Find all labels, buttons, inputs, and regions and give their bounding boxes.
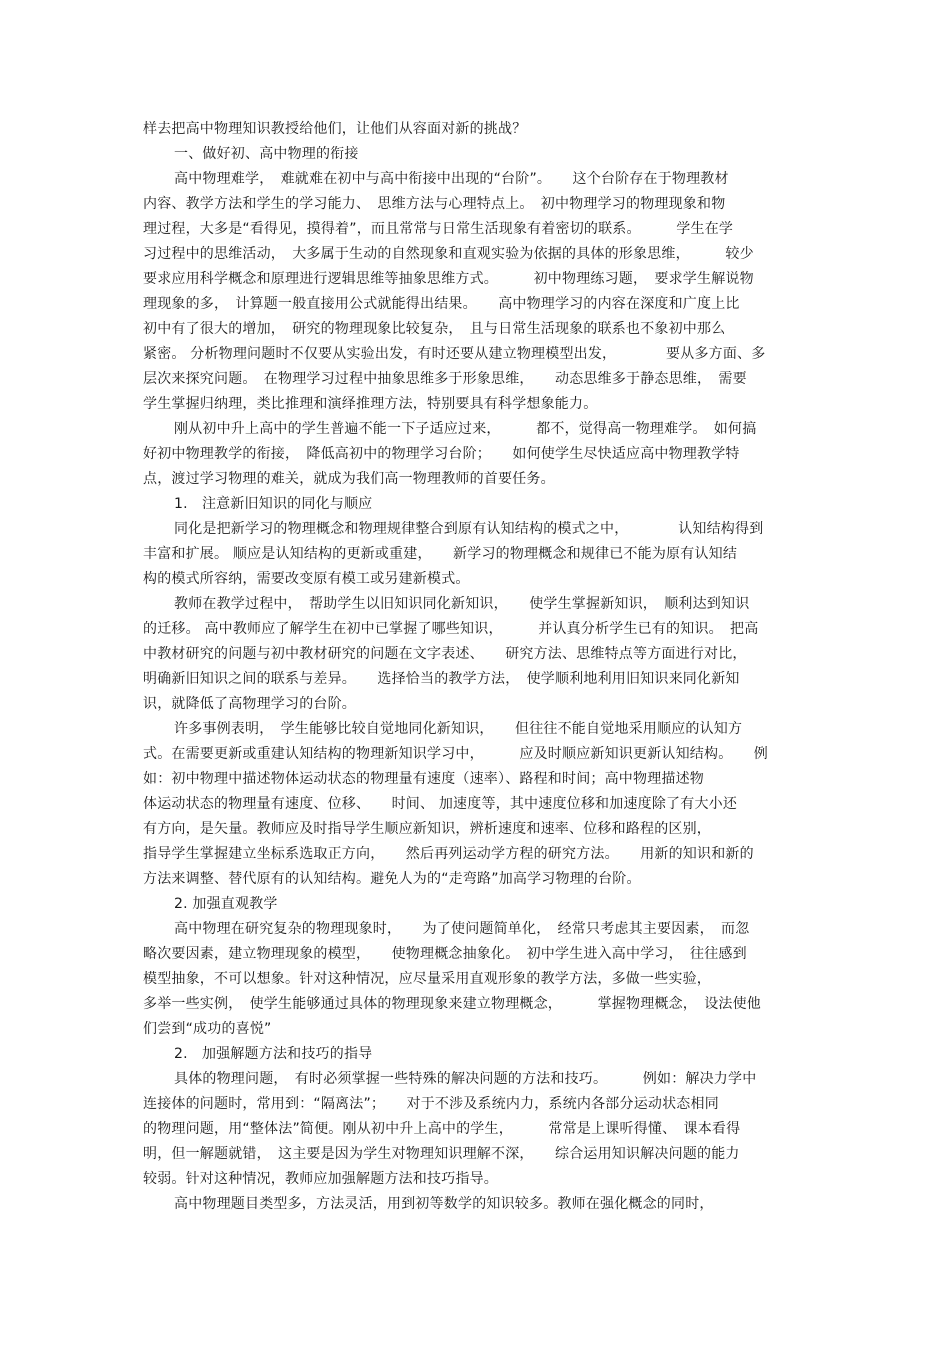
text-line: 样去把高中物理知识教授给他们，让他们从容面对新的挑战？ [143,121,527,137]
text-line: 的物理问题，用“整体法”简便。刚从初中升上高中的学生， 常常是上课听得懂、 课本看得 [143,1121,741,1137]
section-heading: 2. 加强解题方法和技巧的指导 [174,1046,373,1062]
text-line: 如：初中物理中描述物体运动状态的物理量有速度（速率）、路程和时间；高中物理描述物 [143,771,704,787]
text-line: 明，但一解题就错， 这主要是因为学生对物理知识理解不深， 综合运用知识解决问题的能力 [143,1146,740,1162]
text-line: 识，就降低了高物理学习的台阶。 [143,696,356,712]
text-line: 方法来调整、替代原有的认知结构。避免人为的“走弯路”加高学习物理的台阶。 [143,871,641,887]
text-line: 多举一些实例， 使学生能够通过具体的物理现象来建立物理概念， 掌握物理概念， 设法使他 [143,996,761,1012]
text-line: 内容、教学方法和学生的学习能力、 思维方法与心理特点上。 初中物理学习的物理现象和物 [143,196,726,212]
paragraph-line: 高中物理题目类型多，方法灵活，用到初等数学的知识较多。教师在强化概念的同时， [174,1196,714,1212]
paragraph-line: 许多事例表明， 学生能够比较自觉地同化新知识， 但往往不能自觉地采用顺应的认知方 [174,721,743,737]
text-line: 连接体的问题时，常用到：“隔离法”； 对于不涉及系统内力，系统内各部分运动状态相同 [143,1096,719,1112]
section-heading: 1. 注意新旧知识的同化与顺应 [174,496,373,512]
text-line: 式。在需要更新或重建认知结构的物理新知识学习中， 应及时顺应新知识更新认知结构。 例 [143,746,768,762]
section-heading: 2. 加强直观教学 [174,896,278,912]
section-heading: 一、做好初、高中物理的衔接 [174,146,359,162]
text-line: 理过程，大多是“看得见，摸得着”，而且常常与日常生活现象有着密切的联系。 学生在学 [143,221,734,237]
text-line: 们尝到“成功的喜悦” [143,1021,272,1037]
text-line: 丰富和扩展。 顺应是认知结构的更新或重建， 新学习的物理概念和规律已不能为原有认知结 [143,546,738,562]
paragraph-line: 高中物理在研究复杂的物理现象时， 为了使问题简单化， 经常只考虑其主要因素， 而忽 [174,921,750,937]
paragraph-line: 具体的物理问题， 有时必须掌握一些特殊的解决问题的方法和技巧。 例如：解决力学中 [174,1071,757,1087]
text-line: 有方向，是矢量。教师应及时指导学生顺应新知识，辨析速度和速率、位移和路程的区别， [143,821,711,837]
text-line: 中教材研究的问题与初中教材研究的问题在文字表述、 研究方法、思维特点等方面进行对比， [143,646,747,662]
text-line: 体运动状态的物理量有速度、位移、 时间、 加速度等，其中速度位移和加速度除了有大小还 [143,796,738,812]
text-line: 习过程中的思维活动， 大多属于生动的自然现象和直观实验为依据的具体的形象思维， 较少 [143,246,754,262]
text-line: 略次要因素，建立物理现象的模型， 使物理概念抽象化。 初中学生进入高中学习， 往往感到 [143,946,747,962]
paragraph-line: 高中物理难学， 难就难在初中与高中衔接中出现的“台阶”。 这个台阶存在于物理教材 [174,171,729,187]
text-line: 构的模式所容纳，需要改变原有模工或另建新模式。 [143,571,470,587]
text-line: 要求应用科学概念和原理进行逻辑思维等抽象思维方式。 初中物理练习题， 要求学生解说物 [143,271,754,287]
paragraph-line: 同化是把新学习的物理概念和物理规律整合到原有认知结构的模式之中， 认知结构得到 [174,521,764,537]
text-line: 的迁移。 高中教师应了解学生在初中已掌握了哪些知识， 并认真分析学生已有的知识。 把高 [143,621,759,637]
text-line: 指导学生掌握建立坐标系选取正方向， 然后再列运动学方程的研究方法。 用新的知识和新的 [143,846,754,862]
text-line: 点，渡过学习物理的难关，就成为我们高一物理教师的首要任务。 [143,471,555,487]
text-line: 好初中物理教学的衔接， 降低高初中的物理学习台阶； 如何使学生尽快适应高中物理教学特 [143,446,740,462]
paragraph-line: 教师在教学过程中， 帮助学生以旧知识同化新知识， 使学生掌握新知识， 顺利达到知识 [174,596,750,612]
text-line: 理现象的多， 计算题一般直接用公式就能得出结果。 高中物理学习的内容在深度和广度上比 [143,296,740,312]
text-line: 层次来探究问题。 在物理学习过程中抽象思维多于形象思维， 动态思维多于静态思维， 需要 [143,371,747,387]
text-line: 明确新旧知识之间的联系与差异。 选择恰当的教学方法， 使学顺利地利用旧知识来同化新知 [143,671,740,687]
text-line: 较弱。针对这种情况，教师应加强解题方法和技巧指导。 [143,1171,498,1187]
text-line: 模型抽象，不可以想象。针对这种情况，应尽量采用直观形象的教学方法，多做一些实验， [143,971,711,987]
text-line: 紧密。 分析物理问题时不仅要从实验出发，有时还要从建立物理模型出发， 要从多方面、多 [143,346,766,362]
text-line: 学生掌握归纳理，类比推理和演绎推理方法，特别要具有科学想象能力。 [143,396,598,412]
text-line: 初中有了很大的增加， 研究的物理现象比较复杂， 且与日常生活现象的联系也不象初中那么 [143,321,726,337]
paragraph-line: 刚从初中升上高中的学生普遍不能一下子适应过来， 都不，觉得高一物理难学。 如何搞 [174,421,757,437]
